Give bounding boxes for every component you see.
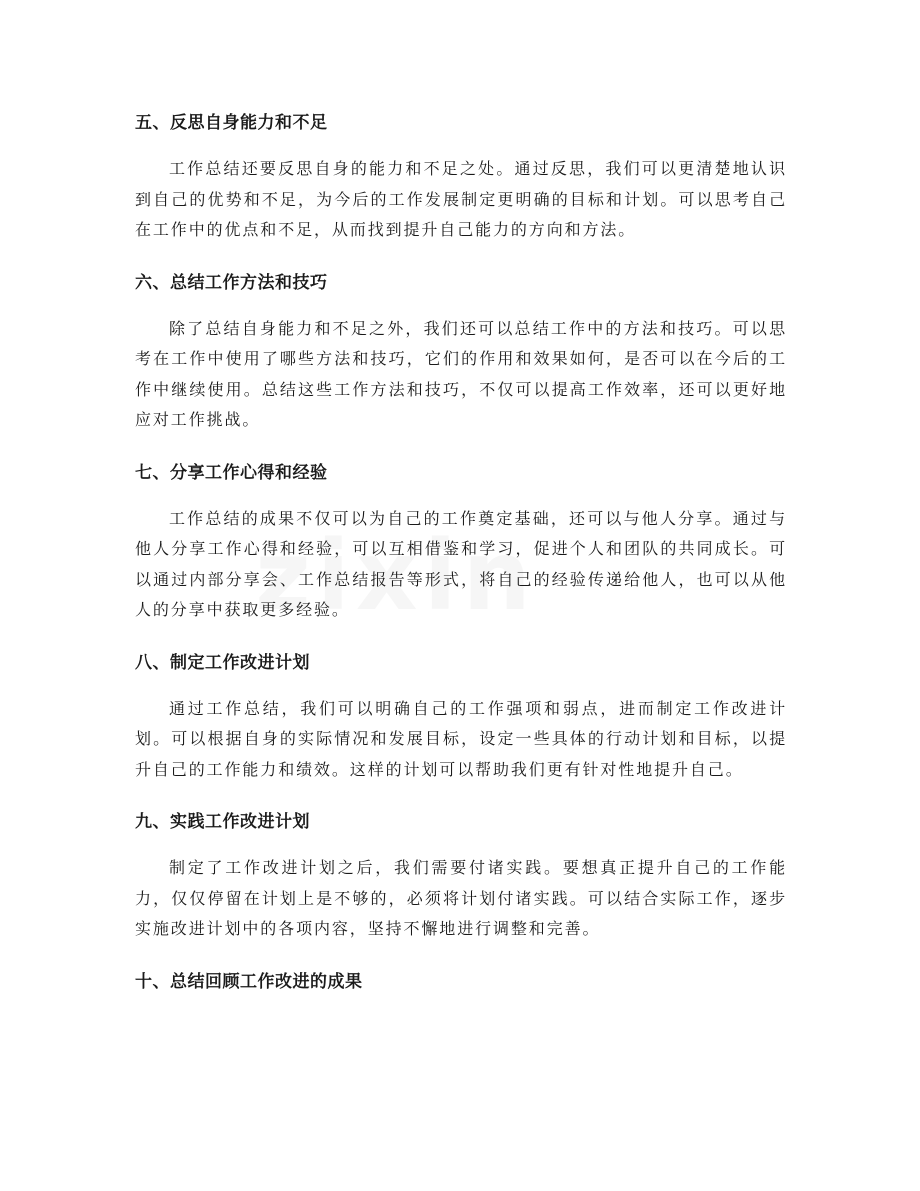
section-heading: 五、反思自身能力和不足 xyxy=(135,113,328,133)
section-heading: 六、总结工作方法和技巧 xyxy=(135,272,328,293)
section-paragraph: 工作总结还要反思自身的能力和不足之处。通过反思，我们可以更清楚地认识到自己的优势和不足，为今后的工作发展制定更明确的目标和计划。可以思考自己在工作中的优点和不足，从而找到提升自己能力的方向和方法。 xyxy=(135,159,787,239)
section-paragraph: 制定了工作改进计划之后，我们需要付诸实践。要想真正提升自己的工作能力，仅仅停留在计划上是不够的，必须将计划付诸实践。可以结合实际工作，逐步实施改进计划中的各项内容，坚持不懈地进行调整和完善。 xyxy=(135,858,787,938)
section-paragraph: 工作总结的成果不仅可以为自己的工作奠定基础，还可以与他人分享。通过与他人分享工作心得和经验，可以互相借鉴和学习，促进个人和团队的共同成长。可以通过内部分享会、工作总结报告等形式，将自己的经验传递给他人，也可以从他人的分享中获取更多经验。 xyxy=(135,508,787,619)
section-heading: 十、总结回顾工作改进的成果 xyxy=(135,971,363,992)
section-paragraph: 通过工作总结，我们可以明确自己的工作强项和弱点，进而制定工作改进计划。可以根据自身的实际情况和发展目标，设定一些具体的行动计划和目标，以提升自己的工作能力和绩效。这样的计划可以帮助我们更有针对性地提升自己。 xyxy=(135,698,787,779)
section-paragraph: 除了总结自身能力和不足之外，我们还可以总结工作中的方法和技巧。可以思考在工作中使用了哪些方法和技巧，它们的作用和效果如何，是否可以在今后的工作中继续使用。总结这些工作方法和技巧，不仅可以提高工作效率，还可以更好地应对工作挑战。 xyxy=(135,318,787,429)
section-heading: 七、分享工作心得和经验 xyxy=(135,462,328,483)
section-heading: 八、制定工作改进计划 xyxy=(135,652,310,673)
section-heading: 九、实践工作改进计划 xyxy=(135,812,310,832)
document-content xyxy=(135,106,787,999)
